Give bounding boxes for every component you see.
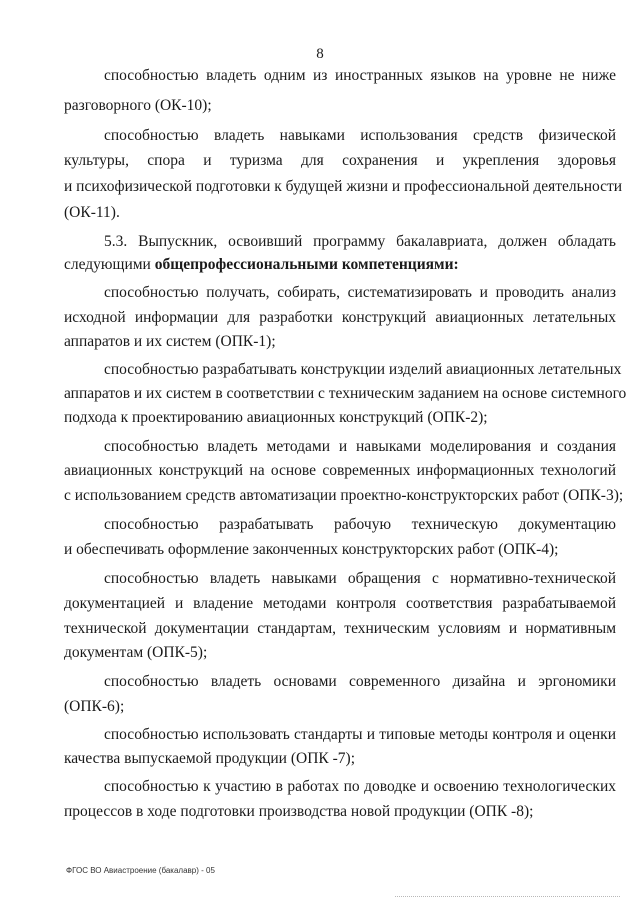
text-line: авиационных конструкций на основе современных информационных технологий [64, 462, 616, 479]
scan-artifact-divider [395, 896, 620, 898]
section-heading-line: 5.3. Выпускник, освоивший программу бакалавриата, должен обладать [104, 233, 616, 250]
text-line: качества выпускаемой продукции (ОПК -7); [64, 750, 355, 767]
text-line: исходной информации для разработки конструкций авиационных летательных [64, 309, 616, 326]
text-line: способностью владеть одним из иностранных языков на уровне не ниже [104, 67, 616, 84]
text-line: технической документации стандартам, техническим условиям и нормативным [64, 620, 616, 637]
text-line: способностью разрабатывать рабочую техническую документацию [104, 516, 616, 533]
text-line: с использованием средств автоматизации проектно-конструкторских работ (ОПК-3); [64, 487, 624, 504]
text-line: способностью владеть навыками обращения с нормативно-технической [104, 570, 616, 587]
text-line: документам (ОПК-5); [64, 644, 208, 661]
text-line: способностью разрабатывать конструкции изделий авиационных летательных [104, 361, 622, 378]
text-line: способностью владеть методами и навыками моделирования и создания [104, 438, 616, 455]
text-line: (ОК-11). [64, 204, 120, 221]
text-line: аппаратов и их систем (ОПК-1); [64, 333, 276, 350]
text-line: подхода к проектированию авиационных конструкций (ОПК-2); [64, 409, 488, 426]
heading-emphasis: общепрофессиональными компетенциями: [154, 256, 459, 273]
text-line: способностью к участию в работах по доводке и освоению технологических [104, 778, 616, 795]
text-line: (ОПК-6); [64, 698, 125, 715]
section-heading-line [64, 255, 459, 275]
heading-prefix: следующими [64, 256, 155, 273]
text-line: процессов в ходе подготовки производства новой продукции (ОПК -8); [64, 803, 534, 820]
text-line: способностью владеть основами современного дизайна и эргономики [104, 673, 616, 690]
text-line: способностью использовать стандарты и типовые методы контроля и оценки [104, 726, 616, 743]
text-line: и обеспечивать оформление законченных конструкторских работ (ОПК-4); [64, 541, 559, 558]
page-number: 8 [316, 46, 324, 62]
page-footer: ФГОС ВО Авиастроение (бакалавр) - 05 [66, 866, 215, 875]
text-line: культуры, спора и туризма для сохранения и укрепления здоровья [64, 152, 616, 169]
text-line: и психофизической подготовки к будущей жизни и профессиональной деятельности [64, 178, 623, 195]
text-line: способностью получать, собирать, систематизировать и проводить анализ [104, 284, 616, 301]
text-line: аппаратов и их систем в соответствии с техническим заданием на основе системного [64, 385, 627, 402]
text-line: способностью владеть навыками использования средств физической [104, 127, 616, 144]
text-line: разговорного (ОК-10); [64, 97, 212, 114]
text-line: документацией и владение методами контроля соответствия разрабатываемой [64, 595, 616, 612]
